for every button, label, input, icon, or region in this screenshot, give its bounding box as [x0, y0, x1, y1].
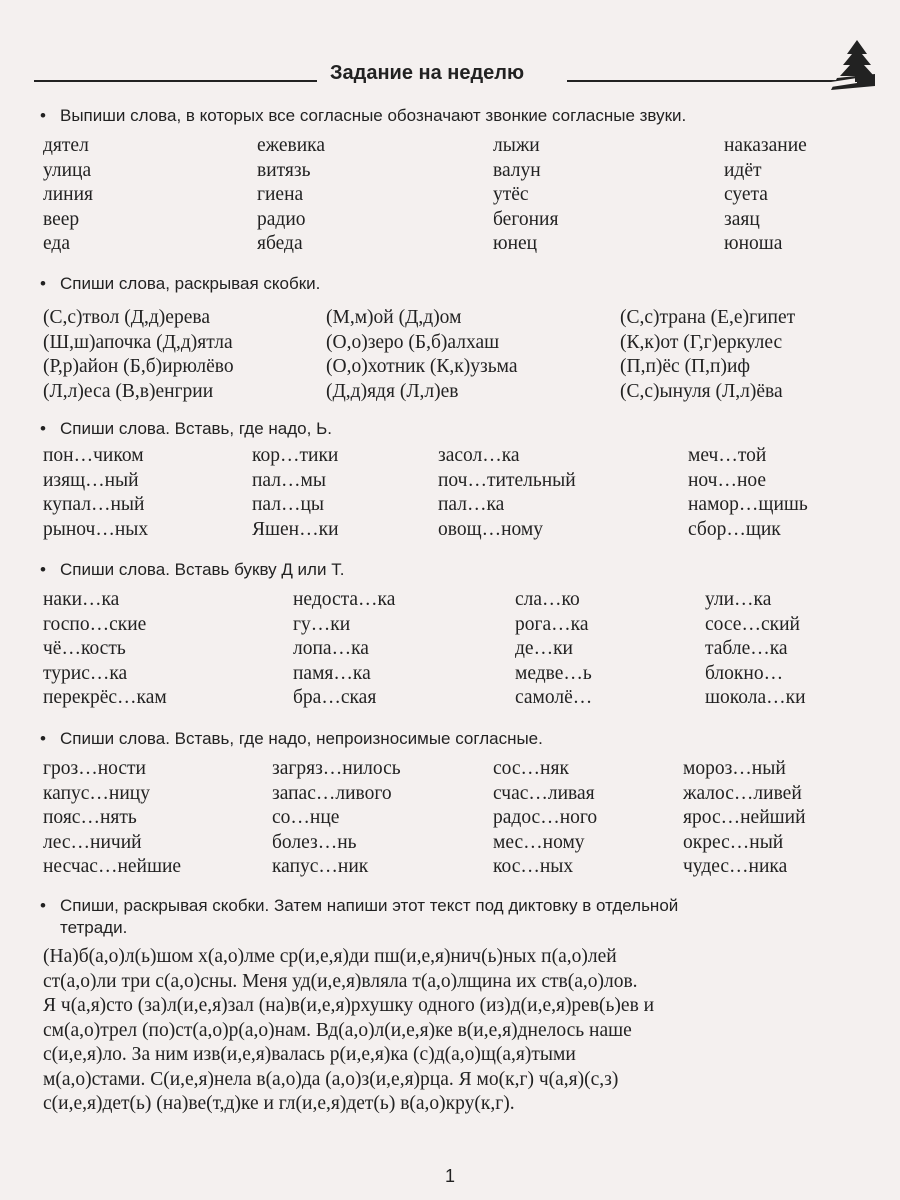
word: пал…мы	[252, 469, 326, 491]
word: кор…тики	[252, 445, 339, 466]
word: овощ…ному	[438, 518, 543, 540]
instruction-text: Выпиши слова, в которых все согласные обозначают звонкие согласные звуки.	[60, 106, 687, 125]
phrase: (С,с)трана (Е,е)гипет	[620, 307, 796, 328]
task-1-instruction	[40, 106, 880, 126]
word: изящ…ный	[43, 469, 139, 491]
word: мороз…ный	[683, 758, 786, 779]
word: чудес…ника	[683, 856, 788, 877]
word: медве…ь	[515, 662, 592, 684]
word: пон…чиком	[43, 445, 144, 466]
word: суета	[724, 184, 768, 205]
word: недоста…ка	[293, 589, 396, 610]
word: шокола…ки	[705, 687, 806, 708]
dictation-text	[43, 945, 837, 1117]
text-line: с(и,е,я)дет(ь) (на)ве(т,д)ке и гл(и,е,я)дет(ь) в(а,о)кру(к,г).	[43, 1093, 515, 1114]
word: поч…тительный	[438, 469, 576, 491]
phrase: (Ш,ш)апочка (Д,д)ятла	[43, 331, 233, 353]
word: госпо…ские	[43, 613, 147, 635]
phrase: (С,с)ынуля (Л,л)ёва	[620, 380, 783, 402]
word: сбор…щик	[688, 518, 781, 540]
word: памя…ка	[293, 662, 371, 684]
word: гроз…ности	[43, 758, 146, 779]
bullet-icon: •	[40, 560, 46, 579]
word: де…ки	[515, 638, 573, 659]
word: сос…няк	[493, 758, 569, 779]
word: капус…ник	[272, 856, 369, 877]
phrase: (П,п)ёс (П,п)иф	[620, 356, 751, 377]
instruction-text: Спиши слова, раскрывая скобки.	[60, 274, 321, 293]
word: чё…кость	[43, 638, 126, 659]
word: купал…ный	[43, 494, 145, 515]
word: ежевика	[257, 135, 326, 156]
word: лес…ничий	[43, 831, 142, 853]
word: радос…ного	[493, 807, 598, 828]
task-3-instruction	[40, 419, 880, 439]
word: окрес…ный	[683, 831, 784, 853]
bullet-icon: •	[40, 896, 46, 915]
word: пояс…нять	[43, 807, 137, 828]
word: засол…ка	[438, 445, 520, 466]
word: со…нце	[272, 807, 340, 828]
word: счас…ливая	[493, 782, 595, 804]
phrase: (О,о)хотник (К,к)узьма	[326, 356, 518, 377]
word: юнец	[493, 233, 538, 254]
text-line: (На)б(а,о)л(ь)шом х(а,о)лме ср(и,е,я)ди пш(и,е,я)нич(ь)ных п(а,о)лей	[43, 946, 617, 967]
word: несчас…нейшие	[43, 856, 182, 877]
word: наказание	[724, 135, 807, 156]
header-rule-left	[34, 80, 317, 82]
word: пал…цы	[252, 494, 325, 515]
word: намор…щишь	[688, 494, 808, 515]
word: блокно…	[705, 662, 784, 684]
page-number: 1	[444, 1166, 455, 1186]
task-5-instruction	[40, 729, 880, 749]
phrase: (К,к)от (Г,г)еркулес	[620, 331, 783, 353]
word: самолё…	[515, 687, 593, 708]
word: гиена	[257, 184, 304, 205]
page-title: Задание на неделю	[330, 62, 525, 84]
word: наки…ка	[43, 589, 120, 610]
phrase: (Р,р)айон (Б,б)ирюлёво	[43, 356, 234, 377]
word: кос…ных	[493, 856, 574, 877]
word: бегония	[493, 208, 559, 230]
word: ярос…нейший	[683, 807, 806, 828]
word: радио	[257, 208, 306, 230]
word: рога…ка	[515, 613, 589, 635]
text-line: Я ч(а,я)сто (за)л(и,е,я)зал (на)в(и,е,я)рхушку одного (из)д(и,е,я)рев(ь)ев и	[43, 995, 655, 1016]
text-line: м(а,о)стами. С(и,е,я)нела в(а,о)да (а,о)з(и,е,я)рца. Я мо(к,г) ч(а,я)(с,з)	[43, 1068, 619, 1090]
phrase: (О,о)зеро (Б,б)алхаш	[326, 331, 500, 353]
word: утёс	[493, 184, 529, 205]
word: загряз…нилось	[272, 758, 401, 779]
word: идёт	[724, 159, 762, 181]
word: юноша	[724, 233, 783, 254]
word: капус…ницу	[43, 782, 150, 804]
word: жалос…ливей	[683, 782, 802, 804]
task-6-instruction	[40, 895, 880, 939]
page-header	[34, 58, 884, 98]
word: турис…ка	[43, 662, 128, 684]
word: Яшен…ки	[252, 518, 339, 540]
phrase: (Л,л)еса (В,в)енгрии	[43, 380, 214, 402]
word: лыжи	[493, 135, 540, 156]
word: гу…ки	[293, 613, 351, 635]
word: лопа…ка	[293, 638, 369, 659]
task-2-instruction	[40, 274, 880, 294]
word: бра…ская	[293, 687, 377, 708]
word: веер	[43, 208, 80, 230]
word: ноч…ное	[688, 469, 767, 491]
tree-icon	[827, 38, 885, 96]
instruction-text: тетради.	[60, 918, 128, 937]
instruction-text: Спиши слова. Вставь, где надо, Ь.	[60, 419, 332, 438]
word: витязь	[257, 159, 311, 181]
word: еда	[43, 233, 70, 254]
phrase: (М,м)ой (Д,д)ом	[326, 307, 462, 328]
word: линия	[43, 184, 94, 205]
instruction-text: Спиши, раскрывая скобки. Затем напиши этот текст под диктовку в отдельной	[60, 896, 679, 915]
word: дятел	[43, 135, 89, 156]
header-rule-right	[567, 80, 857, 82]
word: мес…ному	[493, 831, 585, 853]
word: ули…ка	[705, 589, 772, 610]
word: пал…ка	[438, 494, 505, 515]
word: сла…ко	[515, 589, 580, 610]
word: рыноч…ных	[43, 518, 149, 540]
text-line: см(а,о)трел (по)ст(а,о)р(а,о)нам. Вд(а,о)л(и,е,я)ке в(и,е,я)днелось наше	[43, 1019, 632, 1041]
task-4-instruction	[40, 560, 880, 580]
word: меч…той	[688, 445, 767, 466]
phrase: (Д,д)ядя (Л,л)ев	[326, 380, 459, 402]
word: заяц	[724, 208, 760, 230]
instruction-text: Спиши слова. Вставь букву Д или Т.	[60, 560, 345, 579]
text-line: ст(а,о)ли три с(а,о)сны. Меня уд(и,е,я)вляла т(а,о)лщина их ств(а,о)лов.	[43, 970, 638, 992]
bullet-icon: •	[40, 274, 46, 293]
bullet-icon: •	[40, 106, 46, 125]
word: улица	[43, 159, 92, 181]
word: перекрёс…кам	[43, 687, 167, 708]
word: сосе…ский	[705, 613, 800, 635]
phrase: (С,с)твол (Д,д)ерева	[43, 307, 210, 328]
word: болез…нь	[272, 831, 357, 853]
word: ябеда	[257, 233, 303, 254]
bullet-icon: •	[40, 419, 46, 438]
bullet-icon: •	[40, 729, 46, 748]
word: табле…ка	[705, 638, 788, 659]
instruction-text: Спиши слова. Вставь, где надо, непроизносимые согласные.	[60, 729, 543, 748]
word: запас…ливого	[272, 782, 392, 804]
text-line: с(и,е,я)ло. За ним изв(и,е,я)валась р(и,е,я)ка (с)д(а,о)щ(а,я)тыми	[43, 1044, 576, 1065]
word: валун	[493, 159, 541, 181]
